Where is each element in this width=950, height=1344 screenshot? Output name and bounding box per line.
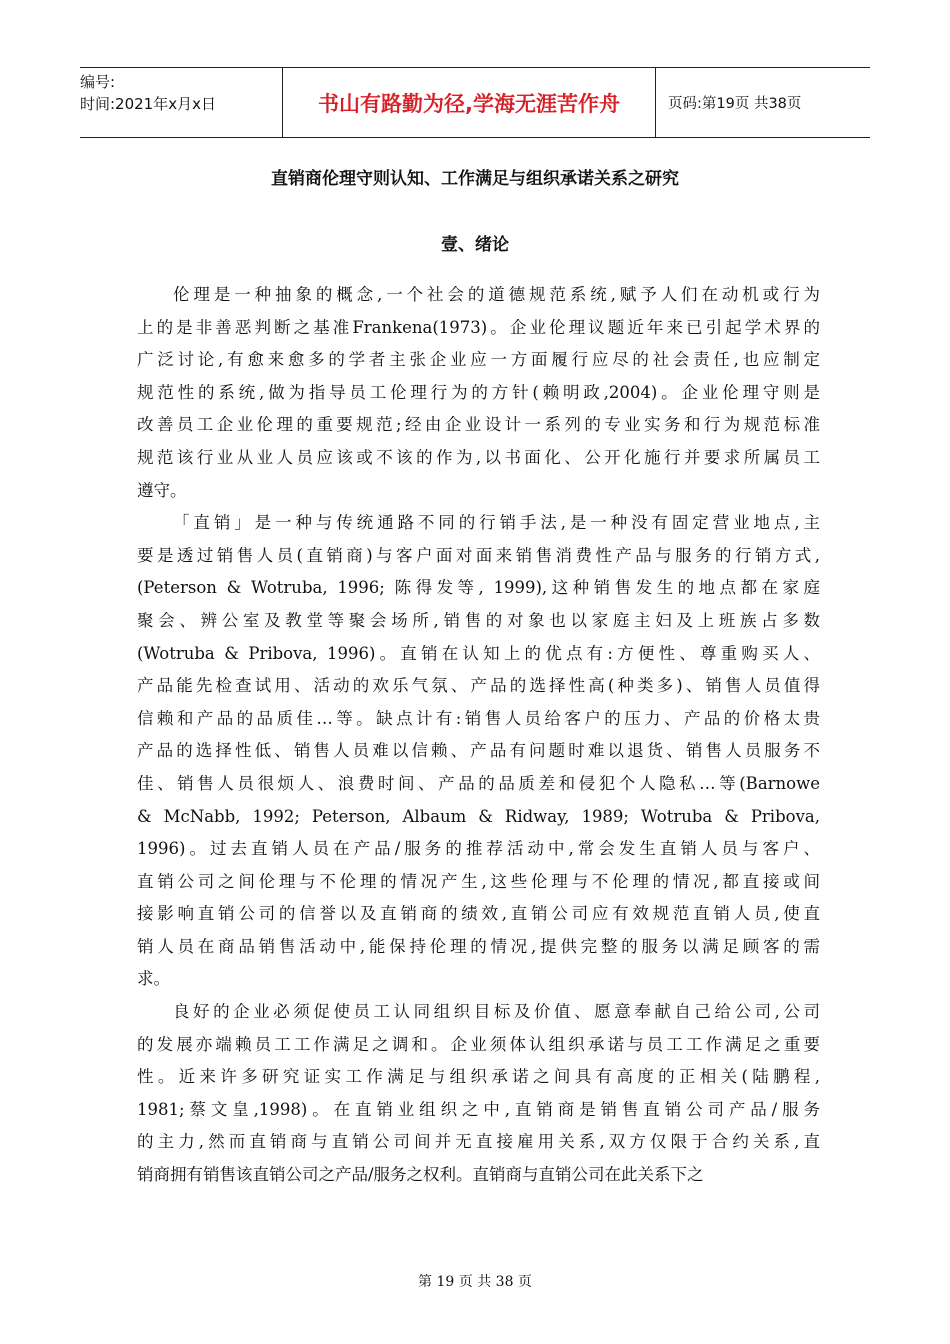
paragraph-line: (Wotruba & Pribova, 1996)。直销在认知上的优点有:方便性、尊重购买人、 [137,643,820,663]
paragraph-line: 性。近来许多研究证实工作满足与组织承诺之间具有高度的正相关(陆鹏程, [137,1067,820,1087]
document-title: 直销商伦理守则认知、工作满足与组织承诺关系之研究 [271,169,679,189]
paragraph-line: 「直销」是一种与传统通路不同的行销手法,是一种没有固定营业地点,主 [173,513,820,533]
paragraph-line: 的主力,然而直销商与直销公司间并无直接雇用关系,双方仅限于合约关系,直 [137,1132,820,1152]
paragraph-line: 产品能先检查试用、活动的欢乐气氛、产品的选择性高(种类多)、销售人员值得 [137,676,820,696]
paragraph-line: 广泛讨论,有愈来愈多的学者主张企业应一方面履行应尽的社会责任,也应制定 [137,350,820,370]
paragraph-line: 改善员工企业伦理的重要规范;经由企业设计一系列的专业实务和行为规范标准 [137,415,820,435]
paragraph-line: 佳、销售人员很烦人、浪费时间、产品的品质差和侵犯个人隐私…等(Barnowe [137,773,820,793]
paragraph-line: 1981;蔡文皇,1998)。在直销业组织之中,直销商是销售直销公司产品/服务 [137,1099,820,1119]
paragraph-line: & McNabb, 1992; Peterson, Albaum & Ridway, 1989; Wotruba & Pribova, [137,806,820,826]
paragraph-line: (Peterson & Wotruba, 1996; 陈得发等, 1999),这种销售发生的地点都在家庭 [137,578,820,598]
section-heading: 壹、绪论 [441,235,509,255]
paragraph-line: 规范性的系统,做为指导员工伦理行为的方针(赖明政,2004)。企业伦理守则是 [137,382,820,402]
paragraph-line: 销商拥有销售该直销公司之产品/服务之权利。直销商与直销公司在此关系下之 [137,1165,704,1185]
header-motto: 书山有路勤为径,学海无涯苦作舟 [282,68,656,137]
paragraph-line: 接影响直销公司的信誉以及直销商的绩效,直销公司应有效规范直销人员,使直 [137,904,820,924]
paragraph-line: 销人员在商品销售活动中,能保持伦理的情况,提供完整的服务以满足顾客的需 [137,936,820,956]
paragraph-line: 1996)。过去直销人员在产品/服务的推荐活动中,常会发生直销人员与客户、 [137,839,820,859]
paragraph-line: 上的是非善恶判断之基准Frankena(1973)。企业伦理议题近年来已引起学术界的 [137,317,820,337]
paragraph-line: 求。 [137,969,170,989]
paragraph-line: 伦理是一种抽象的概念,一个社会的道德规范系统,赋予人们在动机或行为 [173,285,820,304]
paragraph-line: 产品的选择性低、销售人员难以信赖、产品有问题时难以退货、销售人员服务不 [137,741,820,761]
page-footer: 第 19 页 共 38 页 [418,1274,532,1290]
paragraph-line: 遵守。 [137,480,187,500]
paragraph [137,279,820,507]
document-date-label: 时间:2021年x月x日 [80,95,216,113]
paragraph-line: 信赖和产品的品质佳…等。缺点计有:销售人员给客户的压力、产品的价格太贵 [137,708,820,728]
document-header [80,67,870,138]
paragraph-line: 规范该行业从业人员应该或不该的作为,以书面化、公开化施行并要求所属员工 [137,447,820,467]
paragraph [137,996,820,1192]
paragraph-line: 直销公司之间伦理与不伦理的情况产生,这些伦理与不伦理的情况,都直接或间 [137,871,820,891]
paragraph-line: 要是透过销售人员(直销商)与客户面对面来销售消费性产品与服务的行销方式, [137,545,820,565]
document-body [137,279,820,1192]
header-meta [80,68,282,137]
paragraph-line: 聚会、辨公室及教堂等聚会场所,销售的对象也以家庭主妇及上班族占多数 [137,610,820,630]
document-number-label: 编号: [80,73,116,91]
paragraph-line: 良好的企业必须促使员工认同组织目标及价值、愿意奉献自己给公司,公司 [173,1002,820,1022]
paragraph-line: 的发展亦端赖员工工作满足之调和。企业须体认组织承诺与员工工作满足之重要 [137,1034,820,1054]
header-page-info: 页码:第19页 共38页 [668,96,802,112]
paragraph [137,507,820,996]
